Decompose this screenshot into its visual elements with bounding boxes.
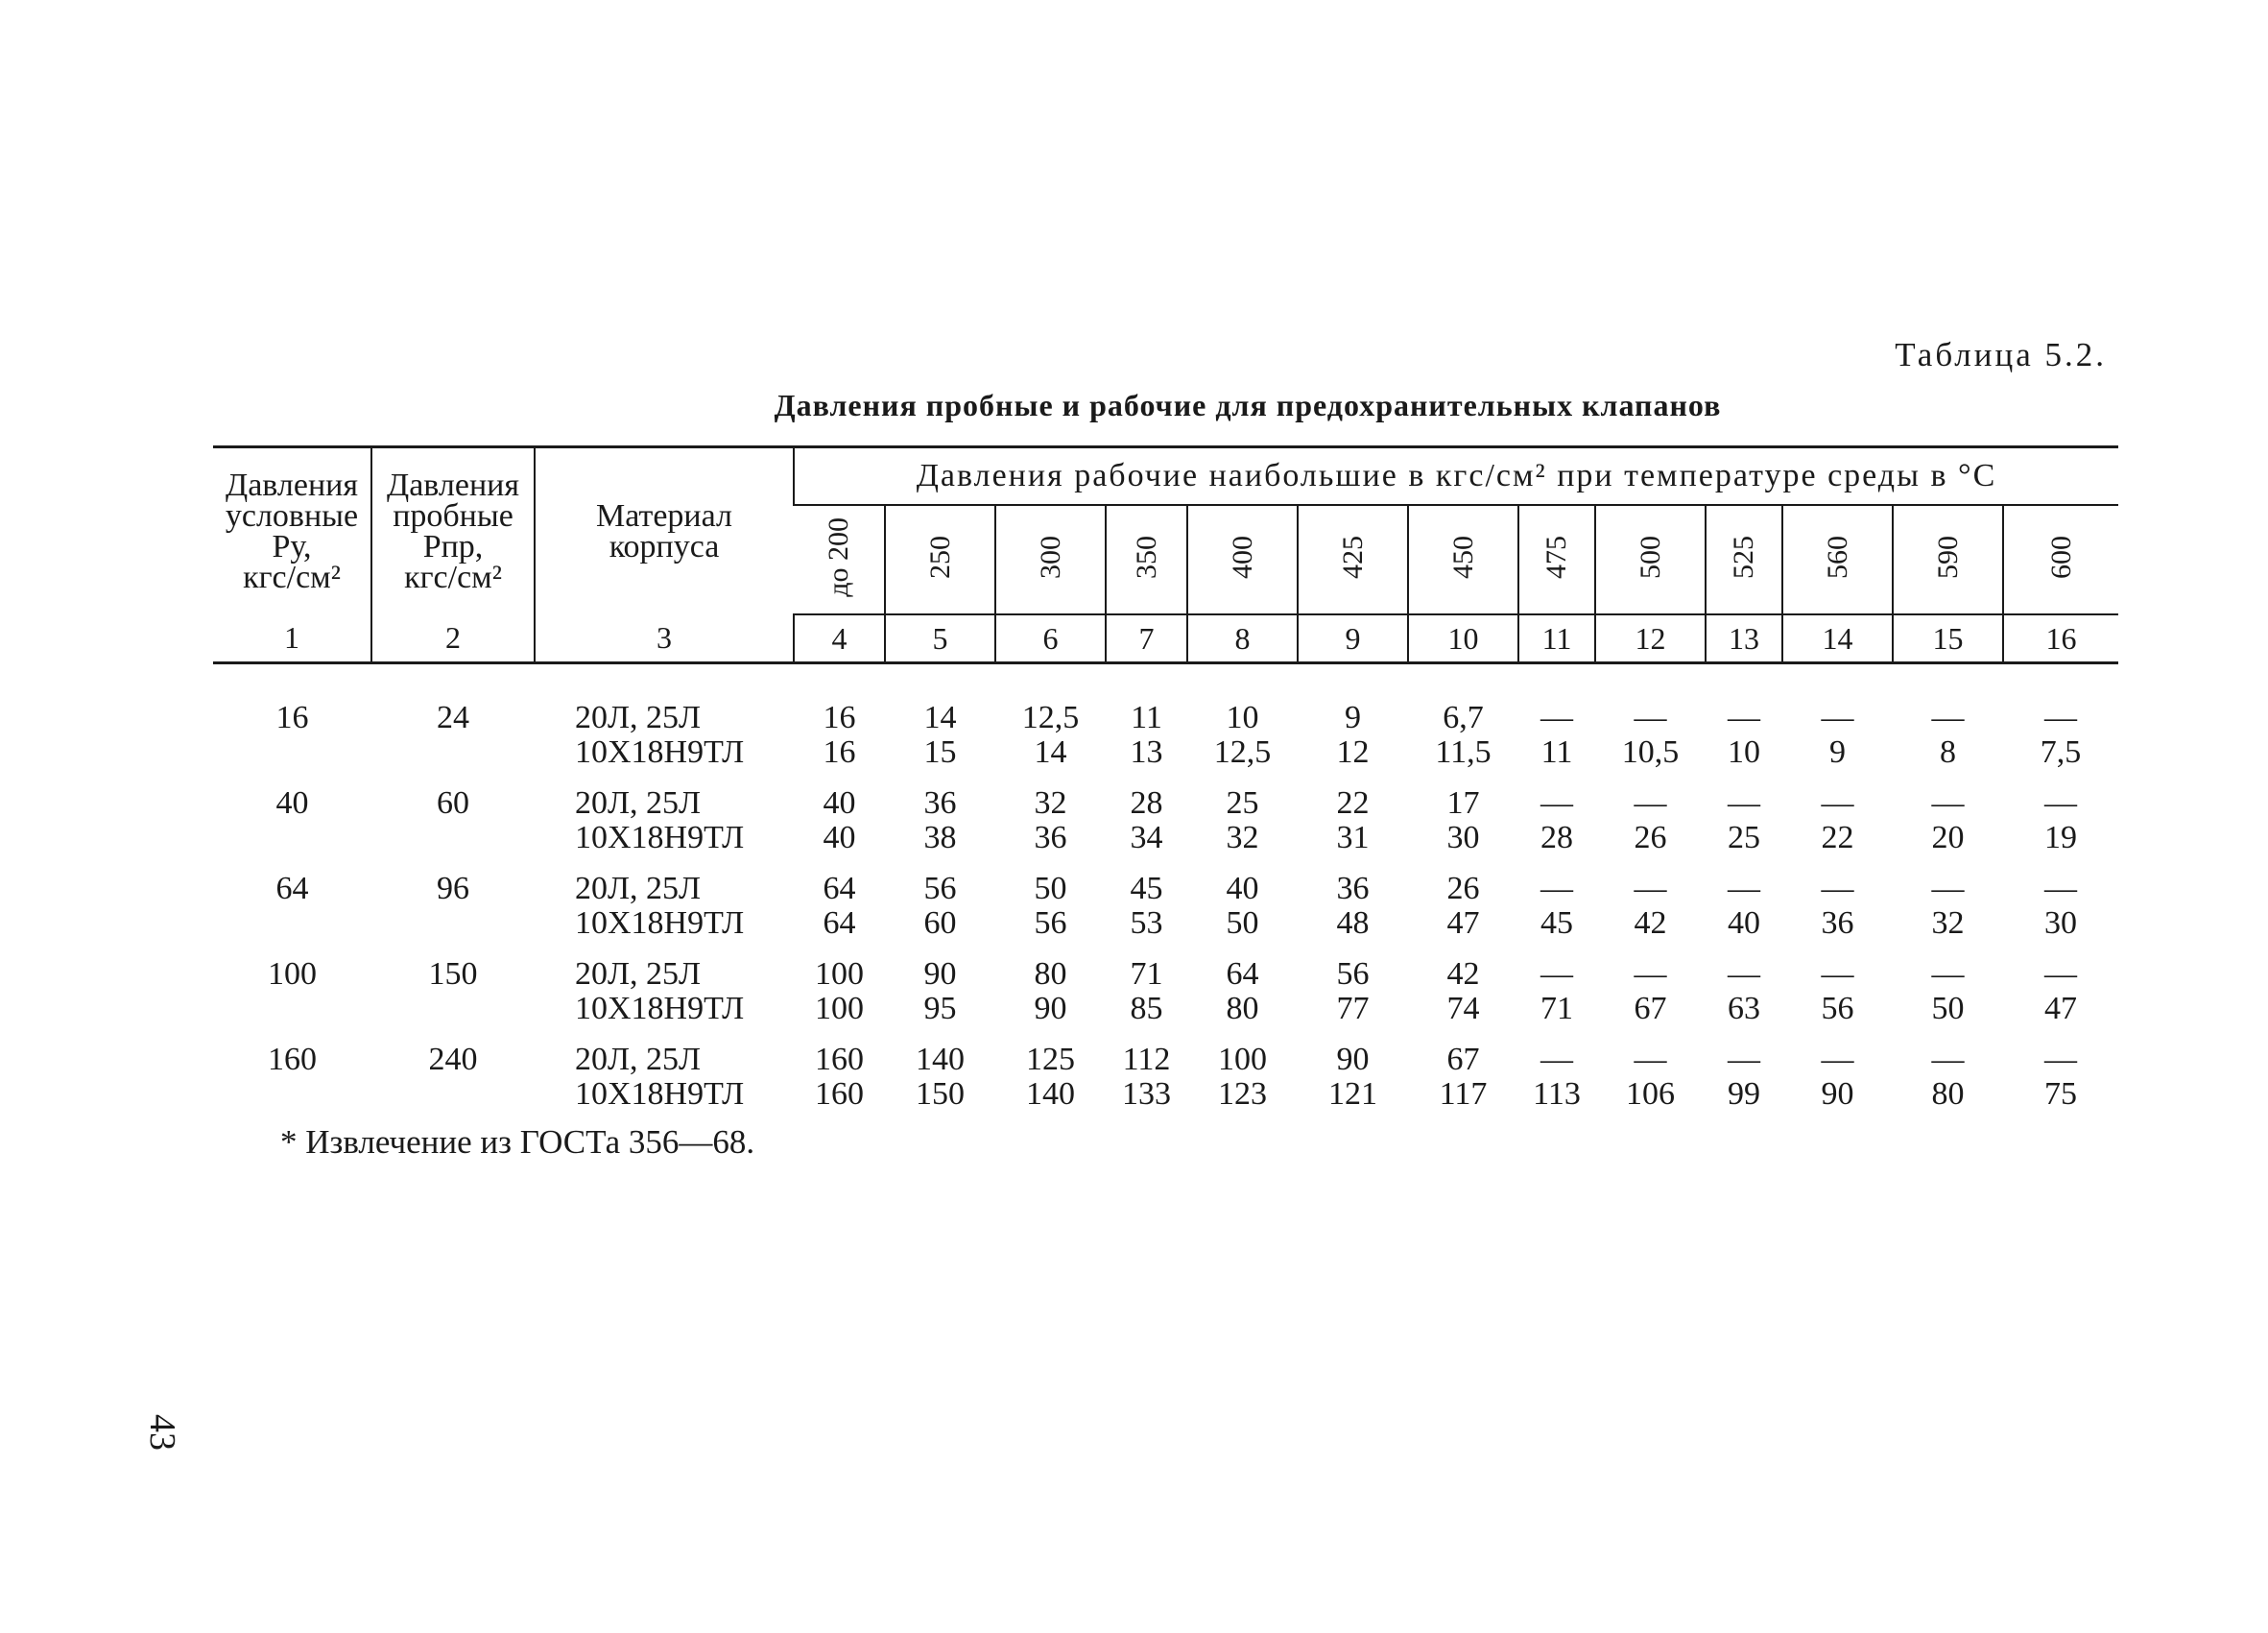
cell-line: 50	[1226, 905, 1259, 941]
cell-line: 113	[1533, 1076, 1581, 1112]
cell-line: 8	[1940, 734, 1956, 770]
cell-conditional-pressure	[213, 957, 371, 1043]
cell-line: 56	[1034, 905, 1067, 941]
cell-line: —	[1931, 871, 1965, 906]
cell-line: 45	[1540, 905, 1573, 941]
cell-line: —	[2044, 956, 2077, 992]
cell-working-pressure	[1106, 786, 1187, 872]
cell-line: 47	[1446, 905, 1480, 941]
cell-line: 10,5	[1621, 734, 1680, 770]
temperature-header	[1106, 505, 1187, 614]
cell-line: —	[1931, 785, 1965, 821]
cell-working-pressure	[1187, 872, 1298, 957]
cell-working-pressure	[995, 786, 1106, 872]
temperature-label: 590	[1931, 535, 1964, 579]
cell-line: 125	[1026, 1042, 1075, 1077]
cell-line: 90	[1336, 1042, 1370, 1077]
cell-line: —	[1634, 1042, 1667, 1077]
header-test-pressure	[371, 448, 535, 614]
header-row	[213, 448, 2118, 505]
cell-line: 16	[823, 734, 856, 770]
cell-working-pressure	[1298, 786, 1408, 872]
cell-line: 32	[1226, 820, 1259, 855]
cell-line: 19	[2044, 820, 2077, 855]
cell-working-pressure	[1706, 701, 1782, 786]
cell-line: 95	[923, 991, 957, 1026]
cell-working-pressure	[885, 872, 995, 957]
cell-working-pressure	[1595, 957, 1706, 1043]
cell-line: 28	[1540, 820, 1573, 855]
cell-working-pressure	[1408, 957, 1518, 1043]
cell-working-pressure	[1706, 1043, 1782, 1128]
cell-line: 10Х18Н9ТЛ	[575, 905, 745, 941]
cell-material	[535, 786, 794, 872]
cell-conditional-pressure	[213, 872, 371, 957]
cell-line: —	[1540, 1042, 1573, 1077]
cell-line: 100	[268, 956, 317, 992]
cell-test-pressure	[371, 872, 535, 957]
cell-line: —	[1821, 700, 1854, 735]
temperature-header	[1782, 505, 1893, 614]
cell-line: 112	[1122, 1042, 1171, 1077]
header-line: кгс/см²	[404, 559, 502, 595]
cell-working-pressure	[885, 701, 995, 786]
cell-line: —	[1540, 785, 1573, 821]
cell-line: —	[1634, 956, 1667, 992]
cell-test-pressure	[371, 786, 535, 872]
cell-line: 11	[1540, 734, 1573, 770]
table-row	[213, 872, 2118, 957]
cell-working-pressure	[1595, 872, 1706, 957]
cell-line: —	[1821, 785, 1854, 821]
cell-line: 30	[2044, 905, 2077, 941]
cell-material	[535, 1043, 794, 1128]
cell-working-pressure	[885, 786, 995, 872]
cell-working-pressure	[1408, 1043, 1518, 1128]
cell-working-pressure	[1106, 957, 1187, 1043]
cell-material	[535, 872, 794, 957]
temperature-label: 500	[1634, 535, 1666, 579]
cell-line: 50	[1931, 991, 1965, 1026]
cell-line: 9	[1345, 700, 1361, 735]
cell-line: 34	[1130, 820, 1163, 855]
cell-line: —	[2044, 700, 2077, 735]
temperature-header	[2003, 505, 2118, 614]
cell-line: —	[2044, 1042, 2077, 1077]
table-title: Давления пробные и рабочие для предохранительных клапанов	[774, 388, 1722, 422]
cell-line: —	[1634, 871, 1667, 906]
cell-line: —	[1728, 785, 1760, 821]
cell-line: 67	[1446, 1042, 1480, 1077]
cell-line: 12,5	[1213, 734, 1272, 770]
cell-working-pressure	[1106, 1043, 1187, 1128]
cell-line: —	[2044, 871, 2077, 906]
header-line: кгс/см²	[243, 559, 341, 595]
cell-line: 20	[1931, 820, 1965, 855]
cell-line: 56	[1821, 991, 1854, 1026]
cell-working-pressure	[885, 957, 995, 1043]
cell-line: 80	[1226, 991, 1259, 1026]
cell-line: —	[1821, 956, 1854, 992]
cell-working-pressure	[995, 957, 1106, 1043]
cell-working-pressure	[794, 786, 885, 872]
cell-line: 45	[1130, 871, 1163, 906]
cell-material	[535, 957, 794, 1043]
cell-line: 20Л, 25Л	[575, 1042, 702, 1077]
column-number: 6	[995, 614, 1106, 663]
cell-line: 60	[923, 905, 957, 941]
cell-line: 80	[1931, 1076, 1965, 1112]
temperature-header	[1408, 505, 1518, 614]
header-body-material	[535, 448, 794, 614]
cell-conditional-pressure	[213, 701, 371, 786]
cell-line: 20Л, 25Л	[575, 871, 702, 906]
cell-working-pressure	[1518, 701, 1595, 786]
cell-line: 15	[923, 734, 957, 770]
temperature-header	[1518, 505, 1595, 614]
cell-line: 77	[1336, 991, 1370, 1026]
cell-working-pressure	[995, 1043, 1106, 1128]
temperature-header	[1595, 505, 1706, 614]
cell-line: 11	[1131, 700, 1162, 735]
cell-line: 26	[1634, 820, 1667, 855]
cell-line: 10Х18Н9ТЛ	[575, 820, 745, 855]
column-number: 8	[1187, 614, 1298, 663]
table-row	[213, 786, 2118, 872]
header-line: Давления	[387, 467, 519, 503]
cell-line: 10Х18Н9ТЛ	[575, 991, 745, 1026]
cell-working-pressure	[1893, 872, 2003, 957]
cell-line: —	[1931, 1042, 1965, 1077]
cell-line: 36	[1336, 871, 1370, 906]
cell-line: 123	[1218, 1076, 1267, 1112]
cell-line: 36	[923, 785, 957, 821]
cell-line: —	[1728, 700, 1760, 735]
cell-line: —	[2044, 785, 2077, 821]
cell-line: 40	[1728, 905, 1760, 941]
cell-test-pressure	[371, 1043, 535, 1128]
column-number: 12	[1595, 614, 1706, 663]
cell-working-pressure	[885, 1043, 995, 1128]
cell-line: 12,5	[1021, 700, 1080, 735]
cell-line: 96	[437, 871, 469, 906]
cell-line: 25	[1226, 785, 1259, 821]
temperature-header	[995, 505, 1106, 614]
cell-working-pressure	[1782, 872, 1893, 957]
cell-line: 10	[1728, 734, 1760, 770]
cell-line: 7,5	[2040, 734, 2082, 770]
cell-line: —	[1821, 871, 1854, 906]
cell-working-pressure	[1893, 786, 2003, 872]
cell-line: 50	[1034, 871, 1067, 906]
cell-line: 36	[1821, 905, 1854, 941]
cell-test-pressure	[371, 957, 535, 1043]
cell-working-pressure	[1298, 701, 1408, 786]
cell-line: 56	[923, 871, 957, 906]
cell-line: 75	[2044, 1076, 2077, 1112]
cell-line: —	[1931, 700, 1965, 735]
page-number: 43	[142, 1414, 182, 1451]
cell-line: 150	[916, 1076, 965, 1112]
cell-line: 28	[1130, 785, 1163, 821]
cell-line: 13	[1130, 734, 1163, 770]
temperature-label: 475	[1540, 535, 1572, 579]
cell-working-pressure	[1298, 957, 1408, 1043]
cell-line: 140	[1026, 1076, 1075, 1112]
temperature-header	[1893, 505, 2003, 614]
cell-line: 64	[823, 905, 856, 941]
cell-line: 71	[1540, 991, 1573, 1026]
cell-line: 10	[1226, 700, 1259, 735]
header-line: Pпр,	[422, 528, 484, 564]
cell-line: 11,5	[1435, 734, 1492, 770]
temperature-header	[794, 505, 885, 614]
column-number: 15	[1893, 614, 2003, 663]
temperature-header	[885, 505, 995, 614]
cell-line: 64	[1226, 956, 1259, 992]
cell-line: 32	[1034, 785, 1067, 821]
cell-line: 24	[437, 700, 469, 735]
header-line: условные	[225, 497, 359, 534]
cell-line: 22	[1821, 820, 1854, 855]
column-number: 2	[371, 614, 535, 663]
cell-line: 160	[268, 1042, 317, 1077]
cell-working-pressure	[1106, 872, 1187, 957]
table-row	[213, 957, 2118, 1043]
cell-working-pressure	[1706, 872, 1782, 957]
cell-working-pressure	[1518, 786, 1595, 872]
cell-line: —	[1728, 871, 1760, 906]
cell-working-pressure	[995, 701, 1106, 786]
cell-working-pressure	[1106, 701, 1187, 786]
cell-line: 64	[275, 871, 309, 906]
cell-line: 42	[1634, 905, 1667, 941]
cell-working-pressure	[1187, 701, 1298, 786]
cell-line: 140	[916, 1042, 965, 1077]
column-number: 1	[213, 614, 371, 663]
footnote: * Извлечение из ГОСТа 356—68.	[280, 1123, 755, 1161]
cell-working-pressure	[1595, 701, 1706, 786]
cell-working-pressure	[1782, 957, 1893, 1043]
cell-line: 40	[823, 785, 856, 821]
cell-line: 22	[1336, 785, 1370, 821]
temperature-label: 400	[1226, 535, 1258, 579]
header-line: Pу,	[272, 528, 312, 564]
temperature-label: 350	[1130, 535, 1162, 579]
cell-line: 67	[1634, 991, 1667, 1026]
cell-working-pressure	[1595, 1043, 1706, 1128]
cell-line: 100	[815, 991, 864, 1026]
cell-material	[535, 701, 794, 786]
temperature-label: 425	[1336, 535, 1369, 579]
temperature-label: 450	[1446, 535, 1479, 579]
column-number: 3	[535, 614, 794, 663]
cell-line: 31	[1336, 820, 1370, 855]
cell-line: 20Л, 25Л	[575, 785, 702, 821]
cell-working-pressure	[1518, 1043, 1595, 1128]
cell-test-pressure	[371, 701, 535, 786]
cell-working-pressure	[1408, 786, 1518, 872]
cell-line: 160	[815, 1076, 864, 1112]
cell-working-pressure	[1782, 1043, 1893, 1128]
temperature-header	[1298, 505, 1408, 614]
cell-line: 53	[1130, 905, 1163, 941]
column-number: 10	[1408, 614, 1518, 663]
cell-line: —	[1821, 1042, 1854, 1077]
cell-line: 38	[923, 820, 957, 855]
cell-working-pressure	[1518, 872, 1595, 957]
cell-working-pressure	[1893, 701, 2003, 786]
temperature-label: 525	[1728, 535, 1759, 579]
cell-line: 12	[1336, 734, 1370, 770]
cell-line: 40	[275, 785, 309, 821]
cell-line: 85	[1130, 991, 1163, 1026]
cell-conditional-pressure	[213, 1043, 371, 1128]
pressure-table	[213, 445, 2118, 1128]
cell-working-pressure	[1893, 1043, 2003, 1128]
column-number: 5	[885, 614, 995, 663]
column-number: 16	[2003, 614, 2118, 663]
cell-working-pressure	[1706, 786, 1782, 872]
header-line: Давления	[226, 467, 358, 503]
cell-line: —	[1540, 956, 1573, 992]
table-label: Таблица 5.2.	[1895, 336, 2107, 373]
cell-line: 106	[1626, 1076, 1675, 1112]
header-line: пробные	[393, 497, 513, 534]
cell-line: 16	[823, 700, 856, 735]
cell-working-pressure	[794, 872, 885, 957]
column-number: 14	[1782, 614, 1893, 663]
cell-working-pressure	[995, 872, 1106, 957]
cell-line: 47	[2044, 991, 2077, 1026]
cell-line: 30	[1446, 820, 1480, 855]
column-number-row	[213, 614, 2118, 663]
cell-line: 48	[1336, 905, 1370, 941]
cell-working-pressure	[1298, 872, 1408, 957]
table-row	[213, 1043, 2118, 1128]
cell-line: 17	[1446, 785, 1480, 821]
cell-line: 9	[1829, 734, 1846, 770]
cell-line: 16	[275, 700, 309, 735]
temperature-label: 600	[2044, 535, 2077, 579]
column-number: 9	[1298, 614, 1408, 663]
cell-line: 90	[923, 956, 957, 992]
cell-line: 25	[1728, 820, 1760, 855]
cell-line: 90	[1034, 991, 1067, 1026]
column-number: 4	[794, 614, 885, 663]
cell-line: 240	[428, 1042, 478, 1077]
table-row	[213, 701, 2118, 786]
cell-line: —	[1931, 956, 1965, 992]
cell-line: 133	[1122, 1076, 1171, 1112]
cell-line: 80	[1034, 956, 1067, 992]
cell-line: 117	[1439, 1076, 1488, 1112]
cell-working-pressure	[1187, 957, 1298, 1043]
cell-line: 100	[1218, 1042, 1267, 1077]
cell-working-pressure	[794, 957, 885, 1043]
cell-working-pressure	[1595, 786, 1706, 872]
cell-working-pressure	[1408, 701, 1518, 786]
cell-line: 14	[1034, 734, 1067, 770]
cell-working-pressure	[2003, 957, 2118, 1043]
temperature-header	[1187, 505, 1298, 614]
cell-line: 20Л, 25Л	[575, 956, 702, 992]
cell-line: 150	[428, 956, 478, 992]
cell-line: 121	[1328, 1076, 1377, 1112]
cell-line: 20Л, 25Л	[575, 700, 702, 735]
cell-line: 10Х18Н9ТЛ	[575, 1076, 745, 1112]
header-working-pressure: Давления рабочие наибольшие в кгс/см² при температуре среды в °С	[794, 448, 2118, 505]
temperature-label: 560	[1821, 535, 1853, 579]
cell-conditional-pressure	[213, 786, 371, 872]
temperature-label: 250	[923, 535, 956, 579]
temperature-header	[1706, 505, 1782, 614]
temperature-label: 300	[1034, 535, 1066, 579]
cell-line: 6,7	[1443, 700, 1484, 735]
cell-working-pressure	[2003, 701, 2118, 786]
cell-working-pressure	[1187, 1043, 1298, 1128]
cell-working-pressure	[2003, 786, 2118, 872]
cell-line: 99	[1728, 1076, 1760, 1112]
cell-line: 160	[815, 1042, 864, 1077]
header-conditional-pressure	[213, 448, 371, 614]
cell-line: —	[1540, 700, 1573, 735]
cell-working-pressure	[1706, 957, 1782, 1043]
cell-line: 36	[1034, 820, 1067, 855]
cell-line: 56	[1336, 956, 1370, 992]
column-number: 13	[1706, 614, 1782, 663]
cell-working-pressure	[2003, 1043, 2118, 1128]
cell-line: 26	[1446, 871, 1480, 906]
cell-line: 60	[437, 785, 469, 821]
cell-line: —	[1634, 700, 1667, 735]
cell-working-pressure	[2003, 872, 2118, 957]
cell-line: 14	[923, 700, 957, 735]
cell-line: 100	[815, 956, 864, 992]
cell-line: 90	[1821, 1076, 1854, 1112]
cell-working-pressure	[794, 701, 885, 786]
column-number: 7	[1106, 614, 1187, 663]
cell-line: 71	[1130, 956, 1163, 992]
cell-line: 74	[1446, 991, 1480, 1026]
cell-working-pressure	[1298, 1043, 1408, 1128]
cell-working-pressure	[1187, 786, 1298, 872]
cell-working-pressure	[1518, 957, 1595, 1043]
cell-line: 40	[1226, 871, 1259, 906]
cell-line: 64	[823, 871, 856, 906]
cell-line: 10Х18Н9ТЛ	[575, 734, 745, 770]
header-line: корпуса	[609, 528, 720, 564]
cell-working-pressure	[1782, 786, 1893, 872]
cell-working-pressure	[1893, 957, 2003, 1043]
cell-line: —	[1728, 1042, 1760, 1077]
spacer-row	[213, 663, 2118, 702]
cell-line: —	[1728, 956, 1760, 992]
cell-line: 40	[823, 820, 856, 855]
cell-line: 32	[1931, 905, 1965, 941]
header-line: Материал	[596, 497, 732, 534]
temperature-label: до 200	[823, 516, 854, 597]
cell-line: 42	[1446, 956, 1480, 992]
cell-line: —	[1634, 785, 1667, 821]
cell-working-pressure	[794, 1043, 885, 1128]
cell-line: —	[1540, 871, 1573, 906]
cell-line: 63	[1728, 991, 1760, 1026]
column-number: 11	[1518, 614, 1595, 663]
cell-working-pressure	[1408, 872, 1518, 957]
cell-working-pressure	[1782, 701, 1893, 786]
